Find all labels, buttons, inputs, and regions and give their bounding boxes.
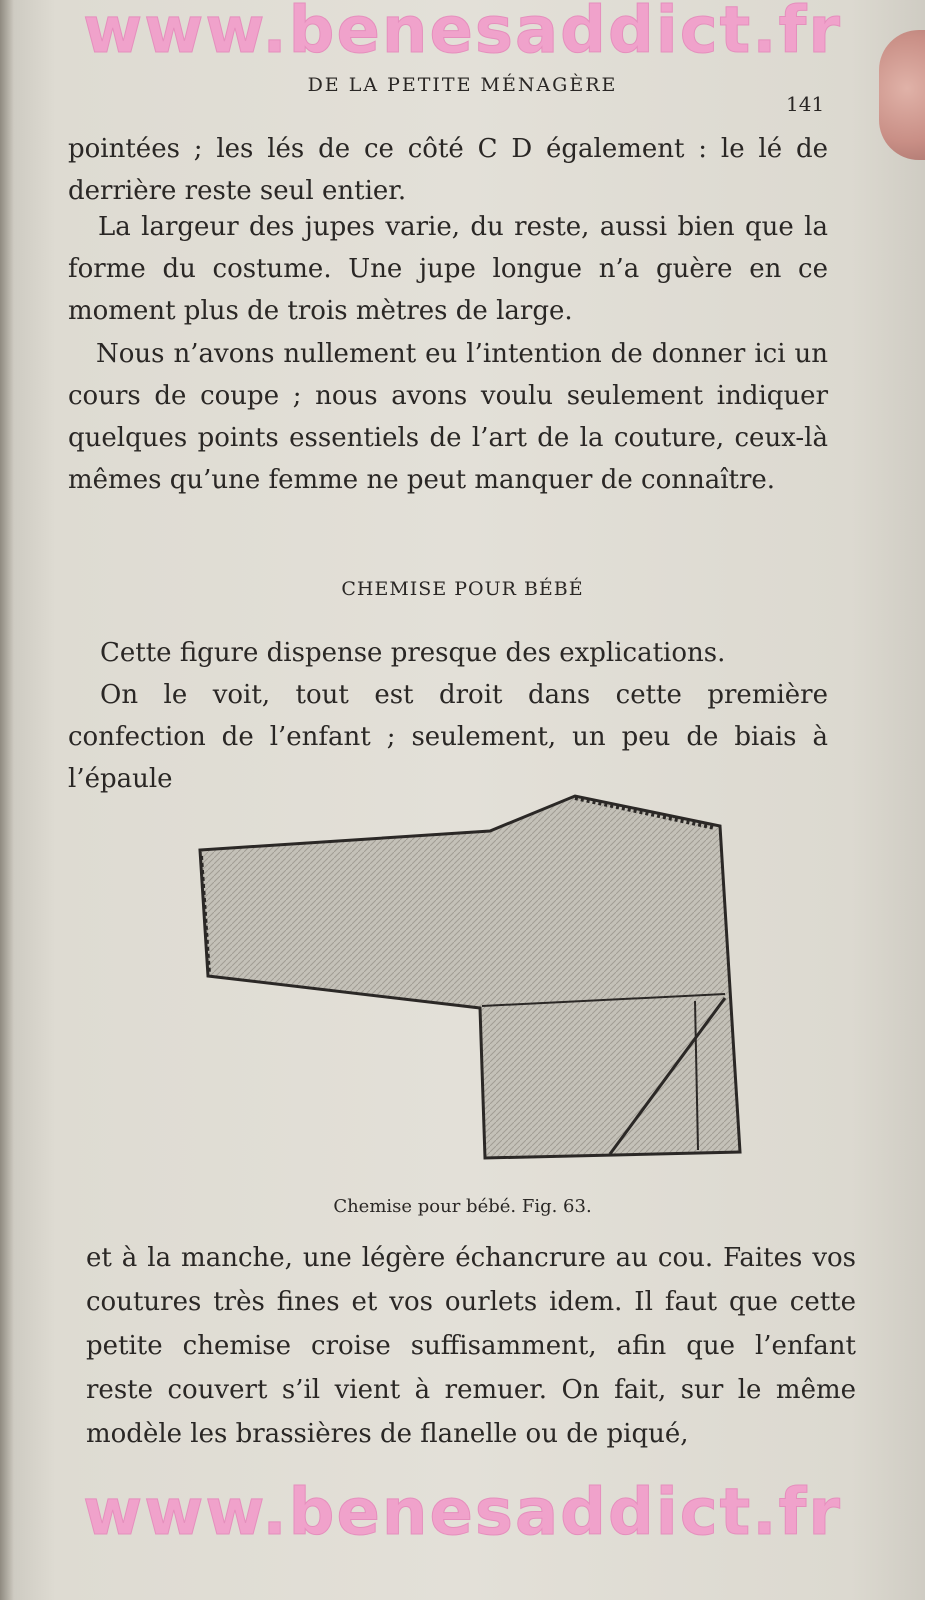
running-title: DE LA PETITE MÉNAGÈRE — [307, 74, 618, 96]
book-binding — [0, 0, 14, 1600]
chemise-pattern-illustration — [190, 786, 750, 1186]
section-title: CHEMISE POUR BÉBÉ — [341, 578, 584, 600]
paragraph-6: et à la manche, une légère échancrure au cou. Faites vos coutures très fines et vos ourlets idem. Il faut que cette petite chemise croise suffisamment, afin que l’enfant reste couvert s’il vient à remuer. On fait, sur le même modèle les brassières de flanelle ou de piqué, — [86, 1243, 856, 1449]
figure-caption: Chemise pour bébé. Fig. 63. — [333, 1196, 592, 1217]
chemise-shape — [200, 796, 740, 1158]
paragraph-5: On le voit, tout est droit dans cette première confection de l’enfant ; seulement, un peu de biais à l’épaule — [68, 680, 828, 794]
paragraph-2: La largeur des jupes varie, du reste, aussi bien que la forme du costume. Une jupe longue n’a guère en ce moment plus de trois mètres de large. — [68, 212, 828, 326]
paragraph-1: pointées ; les lés de ce côté C D également : le lé de derrière reste seul entier. — [68, 134, 828, 206]
paragraph-4: Cette figure dispense presque des explications. — [100, 638, 726, 668]
watermark-bottom: www.benesaddict.fr — [83, 1476, 842, 1550]
page-number: 141 — [786, 92, 825, 116]
watermark-top: www.benesaddict.fr — [83, 0, 842, 68]
paragraph-3: Nous n’avons nullement eu l’intention de donner ici un cours de coupe ; nous avons voulu seulement indiquer quelques points essentiels de l’art de la couture, ceux-là mêmes qu’une femme ne peut manquer de connaître. — [68, 339, 828, 495]
